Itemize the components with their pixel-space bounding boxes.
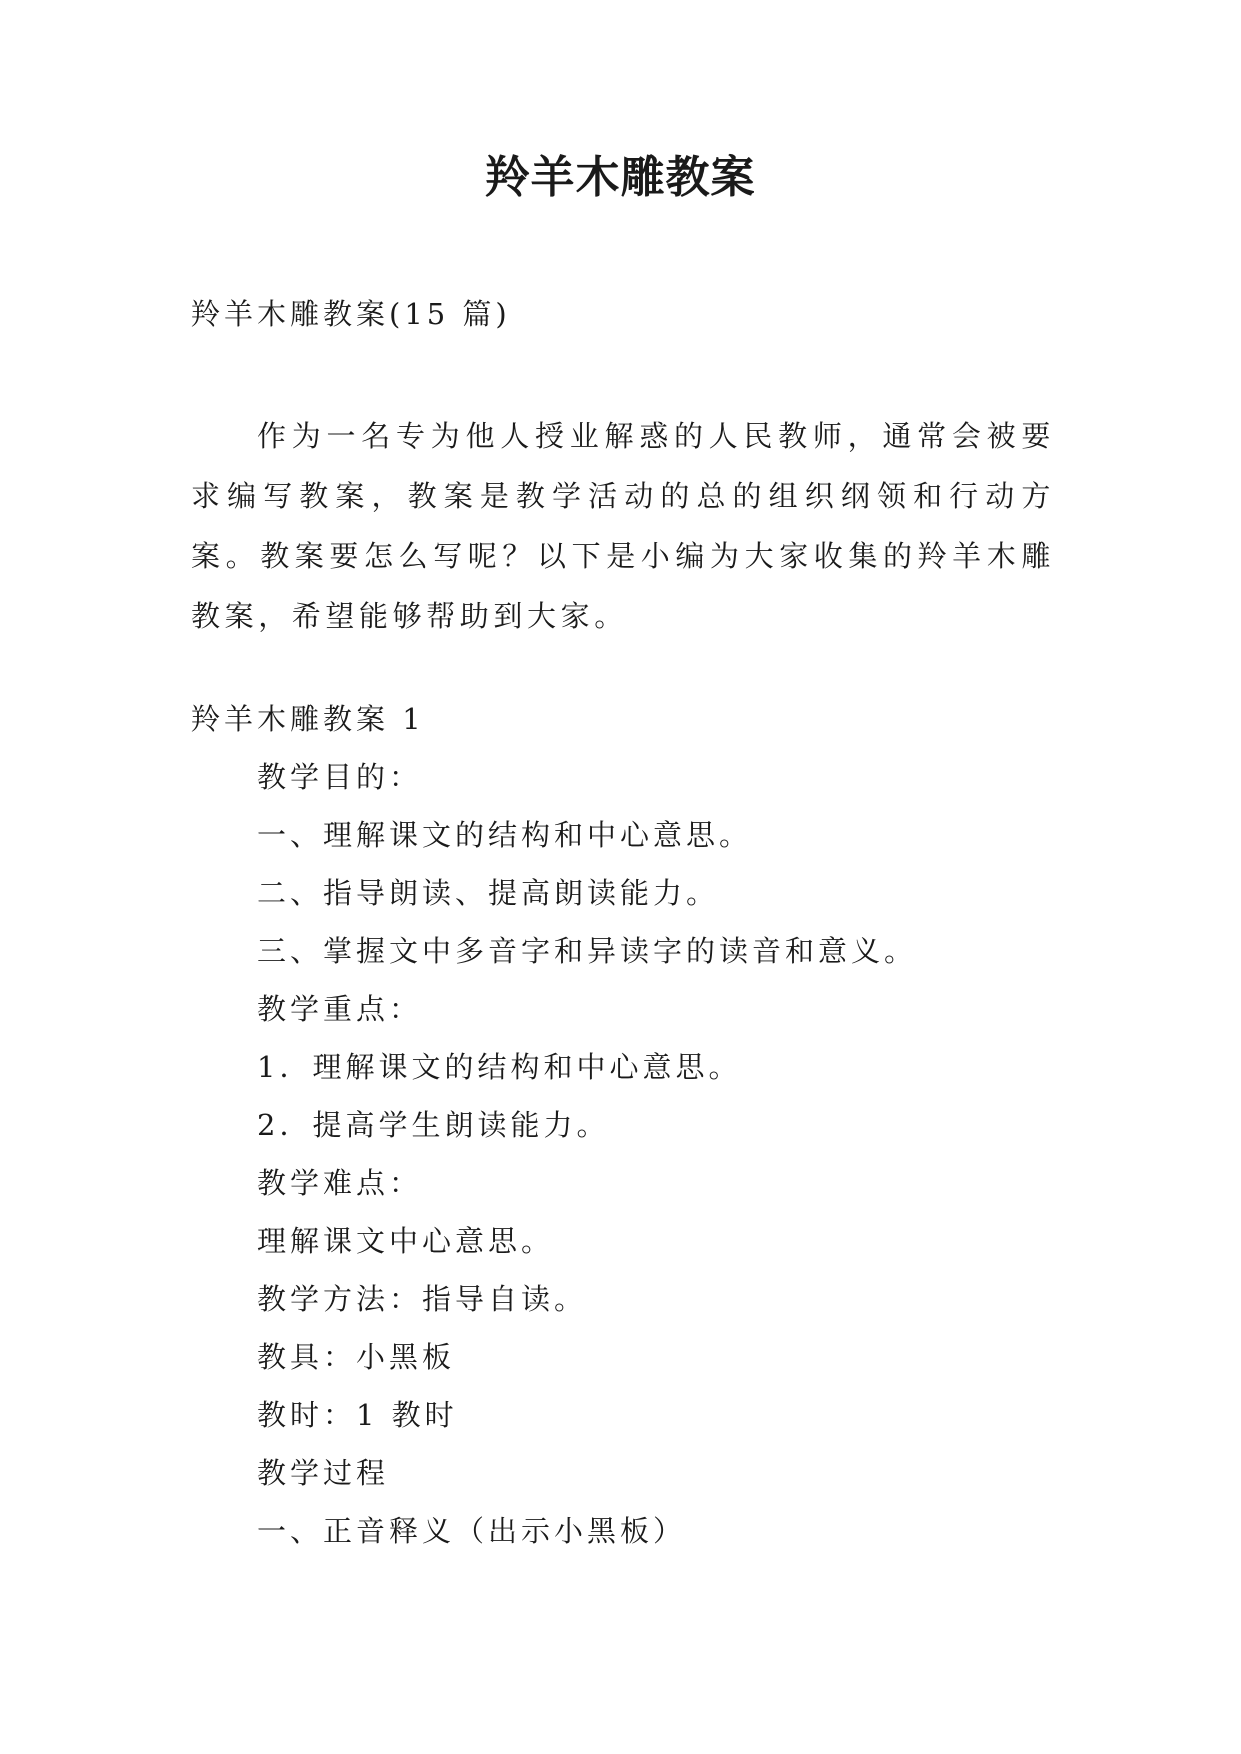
- document-title: 羚羊木雕教案: [485, 152, 756, 203]
- body-line: 教学过程: [257, 1456, 390, 1490]
- body-line: 教学目的：: [257, 760, 423, 794]
- body-line: 教具：小黑板: [257, 1340, 456, 1374]
- body-line: 教学难点：: [257, 1166, 423, 1200]
- body-line: 一、正音释义（出示小黑板）: [257, 1514, 687, 1548]
- body-line: 教学方法：指导自读。: [257, 1282, 588, 1316]
- body-line: 1．理解课文的结构和中心意思。: [257, 1050, 742, 1084]
- body-line: 教时：1 教时: [257, 1398, 458, 1432]
- body-line: 一、理解课文的结构和中心意思。: [257, 818, 753, 852]
- body-line: 理解课文中心意思。: [257, 1224, 555, 1258]
- body-line: 三、掌握文中多音字和异读字的读音和意义。: [257, 934, 918, 968]
- intro-paragraph: 作为一名专为他人授业解惑的人民教师，通常会被要求编写教案，教案是教学活动的总的组织纲领和行动方案。教案要怎么写呢？以下是小编为大家收集的羚羊木雕教案，希望能够帮助到大家。: [191, 419, 1055, 633]
- body-line: 二、指导朗读、提高朗读能力。: [257, 876, 720, 910]
- body-line: 2．提高学生朗读能力。: [257, 1108, 610, 1142]
- section-heading: 羚羊木雕教案 1: [191, 702, 425, 736]
- body-line: 教学重点：: [257, 992, 423, 1026]
- document-subtitle: 羚羊木雕教案(15 篇): [191, 297, 511, 331]
